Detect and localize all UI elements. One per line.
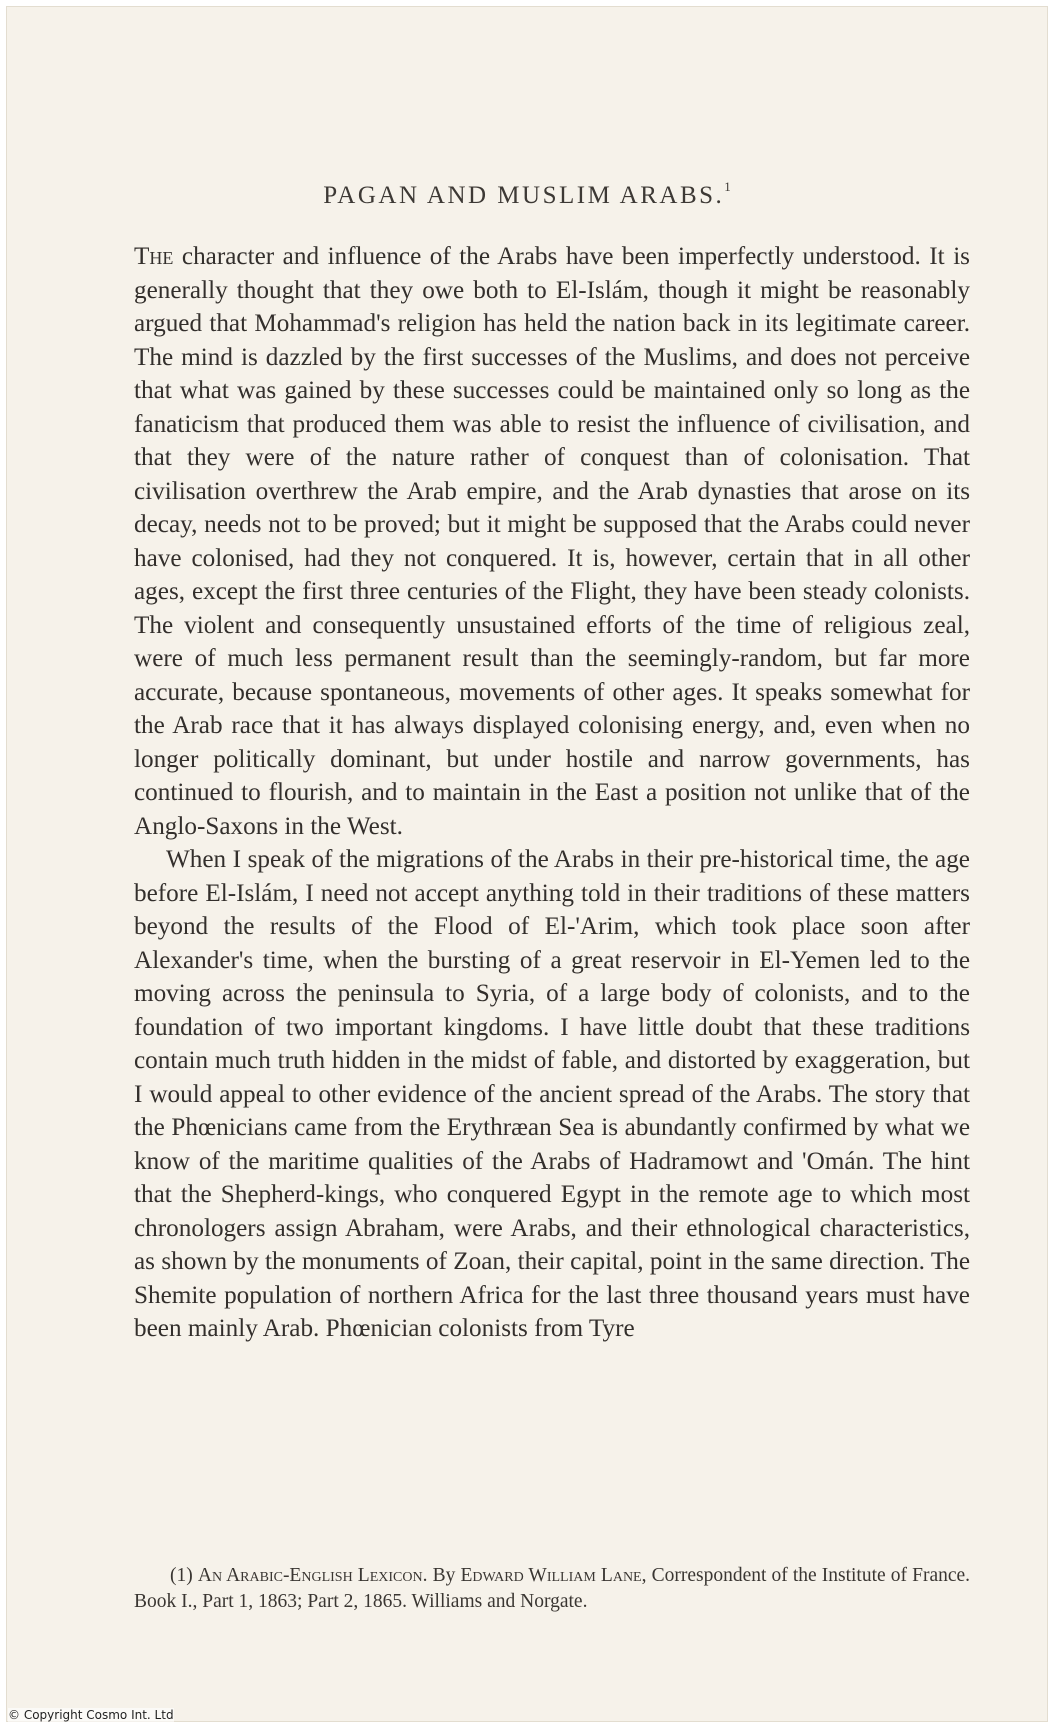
document-page — [6, 6, 1048, 1722]
article-title — [7, 179, 1047, 210]
title-footnote-mark: 1 — [724, 179, 731, 194]
footnote-rest: Correspondent of the Institute of France. Book I., Part 1, 1863; Part 2, 1865. Williams and Norgate. — [134, 1565, 971, 1612]
copyright-watermark: © Copyright Cosmo Int. Ltd — [8, 1708, 174, 1722]
footnote-book-title: An Arabic-English Lexicon. — [197, 1565, 428, 1586]
article-title-text: PAGAN AND MUSLIM ARABS. — [323, 182, 725, 209]
paragraph-1-text: character and influence of the Arabs have been imperfectly understood. It is generally thought that they owe both to El-Islám, though it might be reasonably argued that Mohammad's religion has held the nation back in its legitimate career. The mind is dazzled by the first successes of the Muslims, and does not perceive that what was gained by these successes could be maintained only so long as the fanaticism that produced them was able to resist the influence of civilisation, and that they were of the nature rather of conquest than of colonisation. That civilisation overthrew the Arab empire, and the Arab dynasties that arose on its decay, needs not to be proved; but it might be supposed that the Arabs could never have colonised, had they not conquered. It is, however, certain that in all other ages, except the first three centuries of the Flight, they have been steady colonists. The violent and consequently unsustained efforts of the time of religious zeal, were of much less permanent result than the seemingly-random, but far more accurate, because spontaneous, movements of other ages. It speaks somewhat for the Arab race that it has always displayed colonising energy, and, even when no longer politically dominant, but under hostile and narrow governments, has continued to flourish, and to maintain in the East a position not unlike that of the Anglo-Saxons in the West. — [134, 243, 970, 840]
paragraph-2: When I speak of the migrations of the Arabs in their pre-historical time, the age before El-Islám, I need not accept anything told in their traditions of these matters beyond the results of the Flood of El-'Arim, which took place soon after Alexander's time, when the bursting of a great reservoir in El-Yemen led to the moving across the peninsula to Syria, of a large body of colonists, and to the foundation of two important kingdoms. I have little doubt that these traditions contain much truth hidden in the midst of fable, and distorted by exaggeration, but I would appeal to other evidence of the ancient spread of the Arabs. The story that the Phœnicians came from the Erythræan Sea is abundantly confirmed by what we know of the maritime qualities of the Arabs of Hadramowt and 'Omán. The hint that the Shepherd-kings, who conquered Egypt in the remote age to which most chronologers assign Abraham, were Arabs, and their ethnological characteristics, as shown by the monuments of Zoan, their capital, point in the same direction. The Shemite population of northern Africa for the last three thousand years must have been mainly Arab. Phœnician colonists from Tyre — [134, 846, 970, 1342]
show-through-text — [152, 59, 972, 179]
footnote-by: By — [432, 1565, 456, 1586]
footnote-author: Edward William Lane, — [460, 1565, 647, 1586]
article-body — [134, 240, 970, 1346]
paragraph-1-lead: The — [134, 243, 174, 270]
footnote — [134, 1563, 970, 1615]
footnote-marker: (1) — [170, 1565, 193, 1586]
paragraph-1 — [134, 240, 970, 843]
